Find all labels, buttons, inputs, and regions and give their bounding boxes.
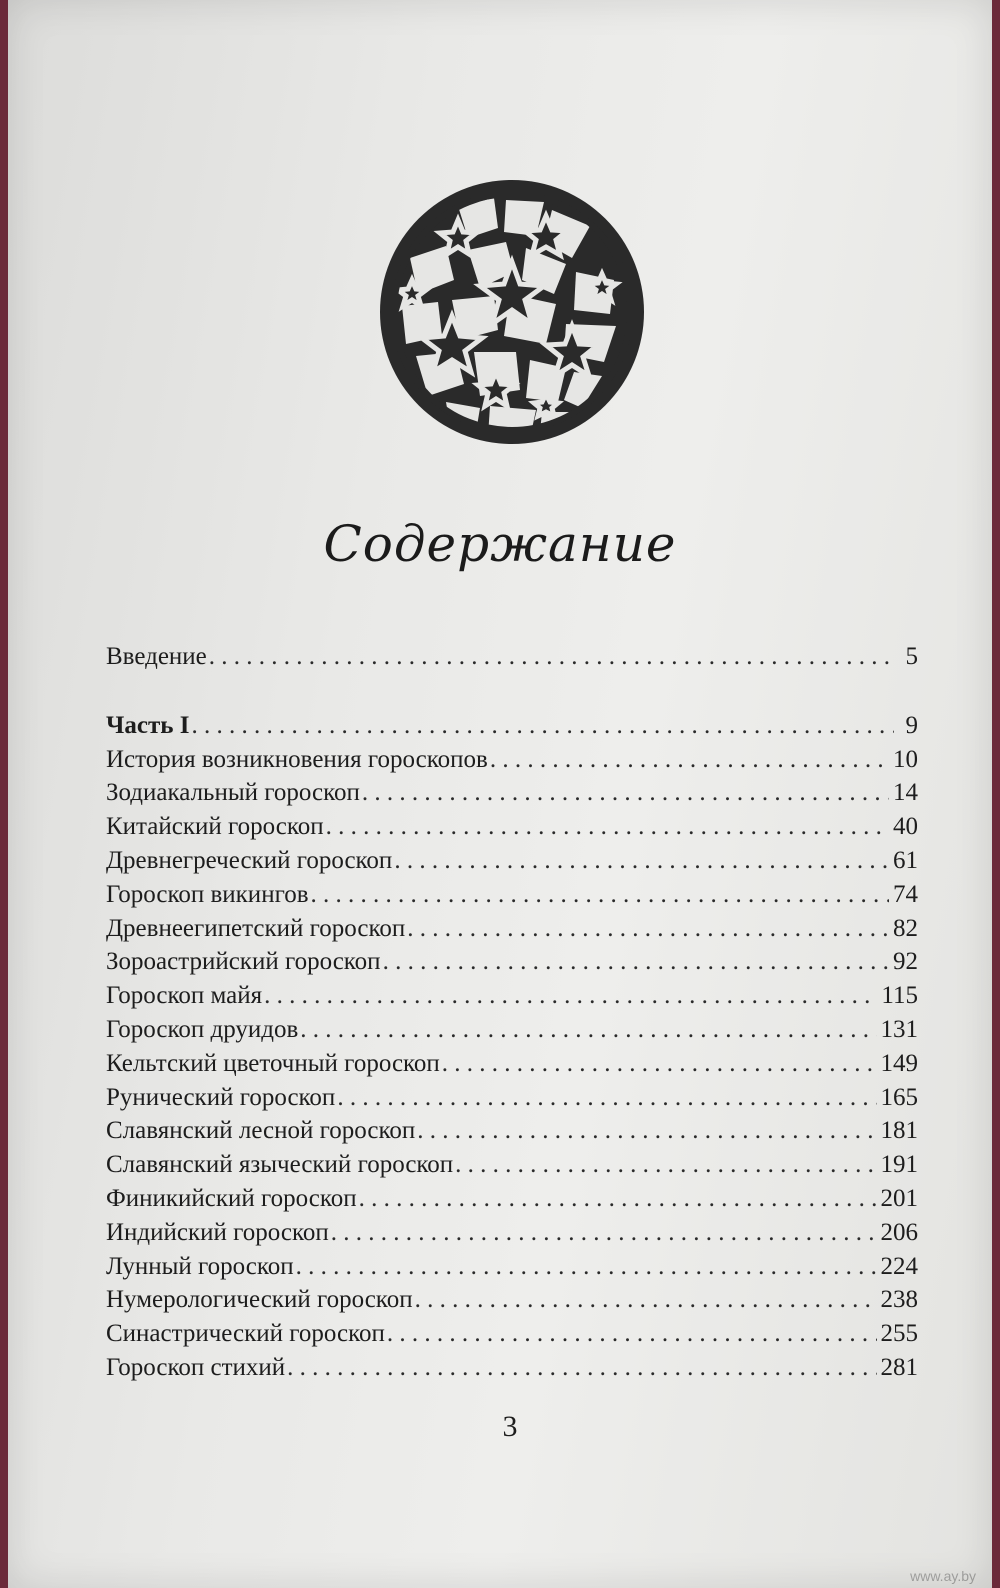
toc-entry-page: 115 (881, 982, 918, 1010)
dot-leader (331, 1216, 877, 1250)
toc-entry-page: 206 (880, 1218, 918, 1246)
toc-entry-page: 61 (893, 846, 918, 874)
toc-entry-page: 10 (893, 745, 918, 773)
toc-entry (106, 1283, 918, 1317)
toc-entry-page: 165 (880, 1083, 918, 1111)
toc-entry (106, 1351, 918, 1385)
toc-entry-label: Гороскоп друидов (106, 1015, 299, 1043)
dot-leader (209, 640, 894, 674)
page-number: 3 (502, 1410, 518, 1443)
toc-entry-page: 14 (893, 779, 918, 807)
table-of-contents (106, 640, 918, 1385)
dot-leader (362, 776, 889, 810)
toc-entry (106, 1182, 918, 1216)
toc-entry-label: Рунический гороскоп (106, 1083, 336, 1111)
dot-leader (415, 1283, 877, 1317)
toc-entry (106, 743, 918, 777)
toc-entry (106, 979, 918, 1013)
toc-entry-page: 9 (905, 711, 918, 739)
toc-entry-page: 131 (880, 1015, 918, 1043)
toc-entry-page: 5 (905, 643, 918, 670)
dot-leader (300, 1013, 876, 1047)
dot-leader (455, 1148, 876, 1182)
toc-entry (106, 1317, 918, 1351)
toc-entry-page: 191 (880, 1151, 918, 1179)
watermark: www.ay.by (910, 1568, 976, 1584)
toc-entry (106, 1114, 918, 1148)
toc-entry-label: Гороскоп майя (106, 982, 263, 1010)
dot-leader (394, 844, 889, 878)
toc-entry-label: Зороастрийский гороскоп (106, 948, 381, 976)
dot-leader (417, 1114, 876, 1148)
toc-entry (106, 844, 918, 878)
toc-entry-label: Введение (106, 643, 207, 670)
toc-entry (106, 878, 918, 912)
toc-entry (106, 1250, 918, 1284)
toc-entry-label: Славянский лесной гороскоп (106, 1117, 416, 1145)
toc-entry (106, 912, 918, 946)
page-title: Содержание (323, 515, 677, 573)
dot-leader (407, 912, 889, 946)
dot-leader (264, 979, 877, 1013)
star-circle-emblem-icon (376, 176, 648, 448)
toc-entry-label: Часть I (106, 711, 190, 739)
dot-leader (191, 709, 894, 743)
toc-entry-page: 74 (893, 880, 918, 908)
toc-entry-label: Синастрический гороскоп (106, 1320, 385, 1348)
toc-entry (106, 1216, 918, 1250)
toc-entry-label: Зодиакальный гороскоп (106, 779, 360, 807)
toc-entry (106, 640, 918, 674)
dot-leader (311, 878, 889, 912)
dot-leader (287, 1351, 876, 1385)
toc-entry-page: 281 (880, 1353, 918, 1381)
toc-entry-page: 181 (880, 1117, 918, 1145)
toc-entry-page: 149 (880, 1049, 918, 1077)
toc-entry-label: История возникновения гороскопов (106, 745, 488, 773)
toc-entry-label: Лунный гороскоп (106, 1252, 294, 1280)
dot-leader (383, 945, 889, 979)
toc-entry-label: Славянский языческий гороскоп (106, 1151, 454, 1179)
toc-entry (106, 1013, 918, 1047)
toc-entry-page: 255 (880, 1320, 918, 1348)
toc-entry-label: Гороскоп стихий (106, 1353, 286, 1381)
toc-entry-label: Гороскоп викингов (106, 880, 309, 908)
toc-entry-label: Индийский гороскоп (106, 1218, 329, 1246)
toc-entry-label: Нумерологический гороскоп (106, 1286, 413, 1314)
section-gap (106, 674, 918, 709)
toc-entry (106, 810, 918, 844)
toc-entry (106, 1148, 918, 1182)
toc-entry-page: 92 (893, 948, 918, 976)
dot-leader (442, 1047, 877, 1081)
toc-entry-label: Финикийский гороскоп (106, 1184, 357, 1212)
toc-entry-label: Древнегреческий гороскоп (106, 846, 393, 874)
toc-entry-page: 201 (880, 1184, 918, 1212)
dot-leader (387, 1317, 877, 1351)
dot-leader (359, 1182, 877, 1216)
toc-entry-page: 224 (880, 1252, 918, 1280)
toc-entry-label: Древнеегипетский гороскоп (106, 914, 406, 942)
dot-leader (296, 1250, 877, 1284)
dot-leader (337, 1081, 876, 1115)
toc-entry-label: Кельтский цветочный гороскоп (106, 1049, 440, 1077)
toc-entry (106, 709, 918, 743)
dot-leader (326, 810, 889, 844)
toc-entry-page: 238 (880, 1286, 918, 1314)
dot-leader (490, 743, 889, 777)
toc-entry (106, 1047, 918, 1081)
toc-entry-label: Китайский гороскоп (106, 813, 324, 841)
toc-entry-page: 40 (893, 813, 918, 841)
toc-entry (106, 776, 918, 810)
toc-entry (106, 1081, 918, 1115)
toc-entry (106, 945, 918, 979)
toc-entry-page: 82 (893, 914, 918, 942)
